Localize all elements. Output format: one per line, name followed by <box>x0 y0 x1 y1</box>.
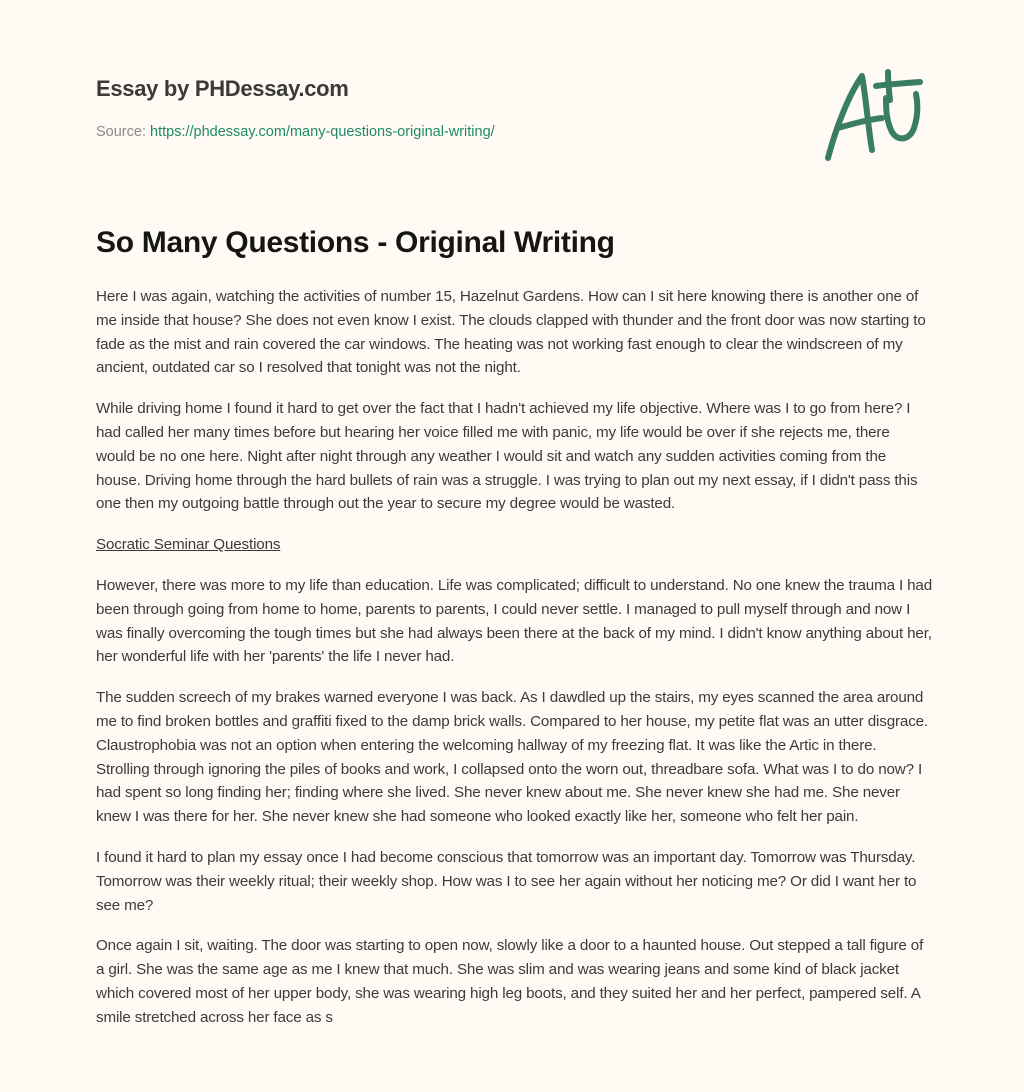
essay-title: So Many Questions - Original Writing <box>96 226 615 259</box>
site-title: Essay by PHDessay.com <box>96 76 349 101</box>
source-link[interactable]: https://phdessay.com/many-questions-original-writing/ <box>150 124 495 140</box>
source-line <box>96 124 495 140</box>
essay-body <box>96 285 932 1047</box>
source-label: Source: <box>96 124 146 140</box>
paragraph: While driving home I found it hard to get over the fact that I hadn't achieved my life objective. Where was I to go from here? I had called her many times before but hearing her voice filled me with panic, my life would be over if she rejects me, there would be no one here. Night after night through any weather I would sit and watch any sudden activities coming from the house. Driving home through the hard bullets of rain was a struggle. I was trying to plan out my next essay, if I didn't pass this one then my outgoing battle through out the year to secure my degree would be wasted. <box>96 400 918 513</box>
paragraph: I found it hard to plan my essay once I had become conscious that tomorrow was an important day. Tomorrow was Thursday. Tomorrow was their weekly ritual; their weekly shop. How was I to see her again without her noticing me? Or did I want her to see me? <box>96 848 917 914</box>
a-plus-logo-icon <box>822 68 930 164</box>
related-essay-link[interactable]: Socratic Seminar Questions <box>96 536 281 554</box>
paragraph: Once again I sit, waiting. The door was starting to open now, slowly like a door to a haunted house. Out stepped a tall figure of a girl. She was the same age as me I knew that much. She was slim and was wearing jeans and some kind of black jacket which covered most of her upper body, she was wearing high leg boots, and they suited her and her perfect, pampered self. A smile stretched across her face as s <box>96 937 924 1026</box>
paragraph: The sudden screech of my brakes warned everyone I was back. As I dawdled up the stairs, my eyes scanned the area around me to find broken bottles and graffiti fixed to the damp brick walls. Compared to her house, my petite flat was an utter disgrace. Claustrophobia was not an option when entering the welcoming hallway of my freezing flat. It was like the Artic in there. Strolling through ignoring the piles of books and work, I collapsed onto the worn out, threadbare sofa. What was I to do now? I had spent so long finding her; finding where she lived. She never knew about me. She never knew she had me. She never knew I was there for her. She never knew she had someone who looked exactly like her, someone who felt her pain. <box>96 689 929 826</box>
paragraph: Here I was again, watching the activities of number 15, Hazelnut Gardens. How can I sit here knowing there is another one of me inside that house? She does not even know I exist. The clouds clapped with thunder and the front door was now starting to fade as the mist and rain covered the car windows. The heating was not working fast enough to clear the windscreen of my ancient, outdated car so I resolved that tonight was not the night. <box>96 288 926 377</box>
paragraph: However, there was more to my life than education. Life was complicated; difficult to understand. No one knew the trauma I had been through going from home to home, parents to parents, I could never settle. I managed to pull myself through and now I was finally overcoming the tough times but she had always been there at the back of my mind. I didn't know anything about her, her wonderful life with her 'parents' the life I never had. <box>96 576 932 666</box>
